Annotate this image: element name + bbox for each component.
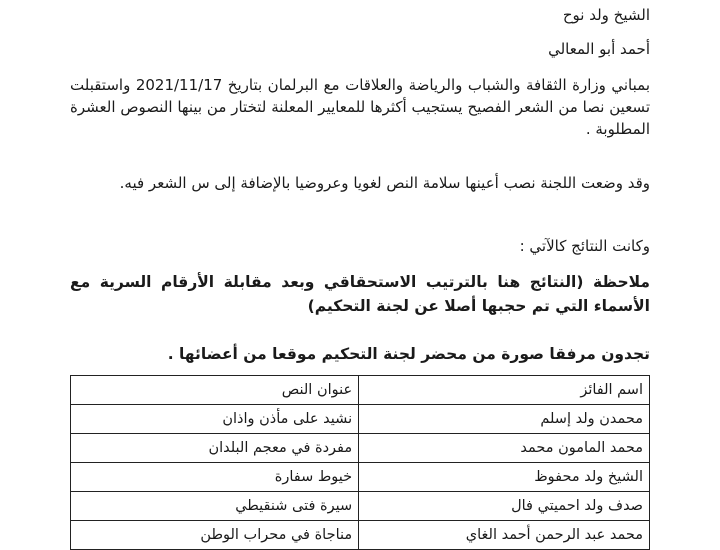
winner-name-cell: صدف ولد احميتي فال [359,492,650,521]
text-title-cell: نشيد على مأذن واذان [71,405,359,434]
table-row [71,405,650,434]
paragraph-1: بمباني وزارة الثقافة والشباب والرياضة والعلاقات مع البرلمان بتاريخ 2021/11/17 واستقبلت تسعين نصا من الشعر الفصيح يستجيب أكثرها للمعايير المعلنة لتختار من بينها النصوص العشرة المطلوبة . [70,76,650,138]
table-row [71,463,650,492]
results-intro: وكانت النتائج كالآتي : [519,237,650,255]
table-row [71,434,650,463]
winner-name-cell: محمدن ولد إسلم [359,405,650,434]
text-title-cell: مفردة في معجم البلدان [71,434,359,463]
table-header-row [71,376,650,405]
table-row [71,492,650,521]
header-winner-name: اسم الفائز [359,376,650,405]
text-title-cell: سيرة فتى شنقيطي [71,492,359,521]
winner-name-cell: محمد عبد الرحمن أحمد الغاي [359,521,650,550]
header-text-title: عنوان النص [71,376,359,405]
text-title-cell: خيوط سفارة [71,463,359,492]
note-paragraph: ملاحظة (النتائج هنا بالترتيب الاستحقاقي وبعد مقابلة الأرقام السرية مع الأسماء التي تم حجبها أصلا عن لجنة التحكيم) [70,273,650,315]
header-line-1: الشيخ ولد نوح [562,6,650,24]
paragraph-2: وقد وضعت اللجنة نصب أعينها سلامة النص لغويا وعروضيا بالإضافة إلى س الشعر فيه. [119,174,650,192]
attachment-line: تجدون مرفقا صورة من محضر لجنة التحكيم موقعا من أعضائها . [167,345,650,363]
results-table [70,375,650,550]
winner-name-cell: محمد المامون محمد [359,434,650,463]
text-title-cell: مناجاة في محراب الوطن [71,521,359,550]
winner-name-cell: الشيخ ولد محفوظ [359,463,650,492]
header-line-2: أحمد أبو المعالي [548,40,650,58]
